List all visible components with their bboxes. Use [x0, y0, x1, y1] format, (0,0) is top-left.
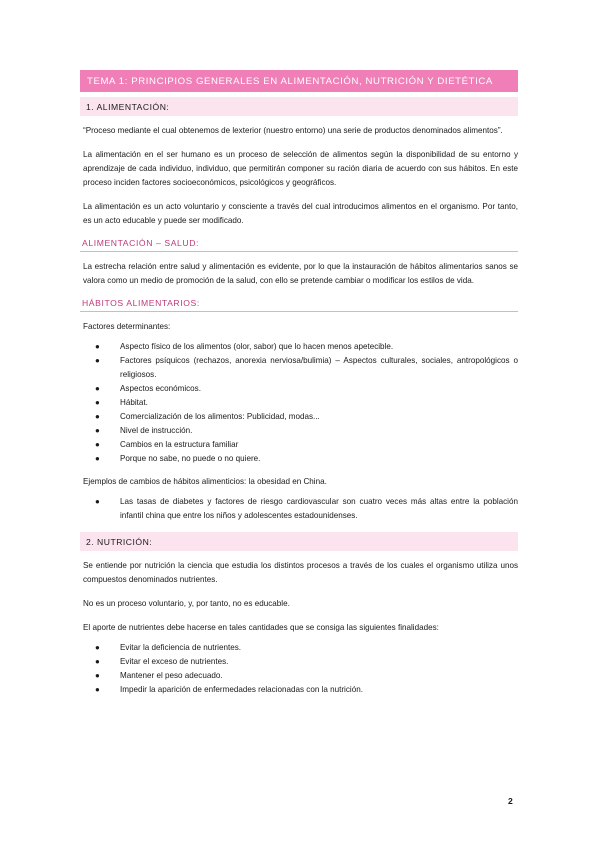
paragraph-alimentacion-1: La alimentación en el ser humano es un proceso de selección de alimentos según la disponibilidad de su entorno y aprendizaje de cada individuo, individuo, que permitirán componer su ración diaria de acuerdo con sus hábitos. En este proceso inciden factores socioeconómicos, psicológicos y geográficos.: [83, 150, 518, 187]
bullet-icon: ●: [95, 685, 100, 694]
factors-list: [80, 340, 518, 466]
document-title: TEMA 1: PRINCIPIOS GENERALES EN ALIMENTACIÓN, NUTRICIÓN Y DIETÉTICA: [80, 70, 518, 92]
section-heading-nutricion: 2. NUTRICIÓN:: [80, 532, 518, 551]
page-number: 2: [508, 796, 513, 806]
bullet-icon: ●: [95, 342, 100, 351]
bullet-icon: ●: [95, 454, 100, 463]
list-item: ● Mantener el peso adecuado.: [90, 669, 518, 683]
examples-label: Ejemplos de cambios de hábitos alimenticios: la obesidad en China.: [83, 477, 327, 486]
bullet-icon: ●: [95, 384, 100, 393]
bullet-icon: ●: [95, 398, 100, 407]
list-item: ● Hábitat.: [90, 396, 518, 410]
bullet-icon: ●: [95, 426, 100, 435]
paragraph-alimentacion-2: La alimentación es un acto voluntario y consciente a través del cual introducimos alimentos en el organismo. Por tanto, es un acto educable y puede ser modificado.: [83, 202, 518, 225]
definition-quote: “Proceso mediante el cual obtenemos de lexterior (nuestro entorno) una serie de productos denominados alimentos”.: [83, 126, 503, 135]
factors-label: Factores determinantes:: [83, 322, 171, 331]
list-item: ● Cambios en la estructura familiar: [90, 438, 518, 452]
section-heading-alimentacion: 1. ALIMENTACIÓN:: [80, 97, 518, 116]
list-item: ● Evitar el exceso de nutrientes.: [90, 655, 518, 669]
paragraph-nutricion-3: El aporte de nutrientes debe hacerse en tales cantidades que se consiga las siguientes finalidades:: [83, 623, 439, 632]
list-item: ● Las tasas de diabetes y factores de riesgo cardiovascular son cuatro veces más altas entre la población infantil china que entre los niños y adolescentes estadounidenses.: [95, 497, 518, 520]
subheading-alimentacion-salud: ALIMENTACIÓN – SALUD:: [80, 238, 518, 252]
list-item: ● Porque no sabe, no puede o no quiere.: [90, 452, 518, 466]
document-page: [80, 70, 518, 706]
list-item: ● Impedir la aparición de enfermedades relacionadas con la nutrición.: [90, 683, 518, 697]
paragraph-nutricion-1: Se entiende por nutrición la ciencia que estudia los distintos procesos a través de los cuales el organismo utiliza unos compuestos denominados nutrientes.: [83, 561, 518, 584]
bullet-icon: ●: [95, 657, 100, 666]
bullet-icon: ●: [95, 356, 100, 365]
list-item: ● Comercialización de los alimentos: Publicidad, modas...: [90, 410, 518, 424]
paragraph-nutricion-2: No es un proceso voluntario, y, por tanto, no es educable.: [83, 599, 290, 608]
paragraph-salud: La estrecha relación entre salud y alimentación es evidente, por lo que la instauración de hábitos alimentarios sanos se valora como un medio de promoción de la salud, con ello se pretende cambiar o modificar los estilos de vida.: [83, 262, 518, 285]
list-item: ● Aspectos económicos.: [90, 382, 518, 396]
list-item: ● Factores psíquicos (rechazos, anorexia nerviosa/bulimia) – Aspectos culturales, sociales, antropológicos o religiosos.: [95, 356, 518, 379]
list-item: ● Nivel de instrucción.: [90, 424, 518, 438]
examples-list: [80, 495, 518, 523]
bullet-icon: ●: [95, 497, 100, 506]
bullet-icon: ●: [95, 412, 100, 421]
list-item: ● Evitar la deficiencia de nutrientes.: [90, 641, 518, 655]
list-item: ● Aspecto físico de los alimentos (olor, sabor) que lo hacen menos apetecible.: [90, 340, 518, 354]
bullet-icon: ●: [95, 643, 100, 652]
bullet-icon: ●: [95, 440, 100, 449]
bullet-icon: ●: [95, 671, 100, 680]
subheading-habitos: HÁBITOS ALIMENTARIOS:: [80, 298, 518, 312]
goals-list: [80, 641, 518, 697]
